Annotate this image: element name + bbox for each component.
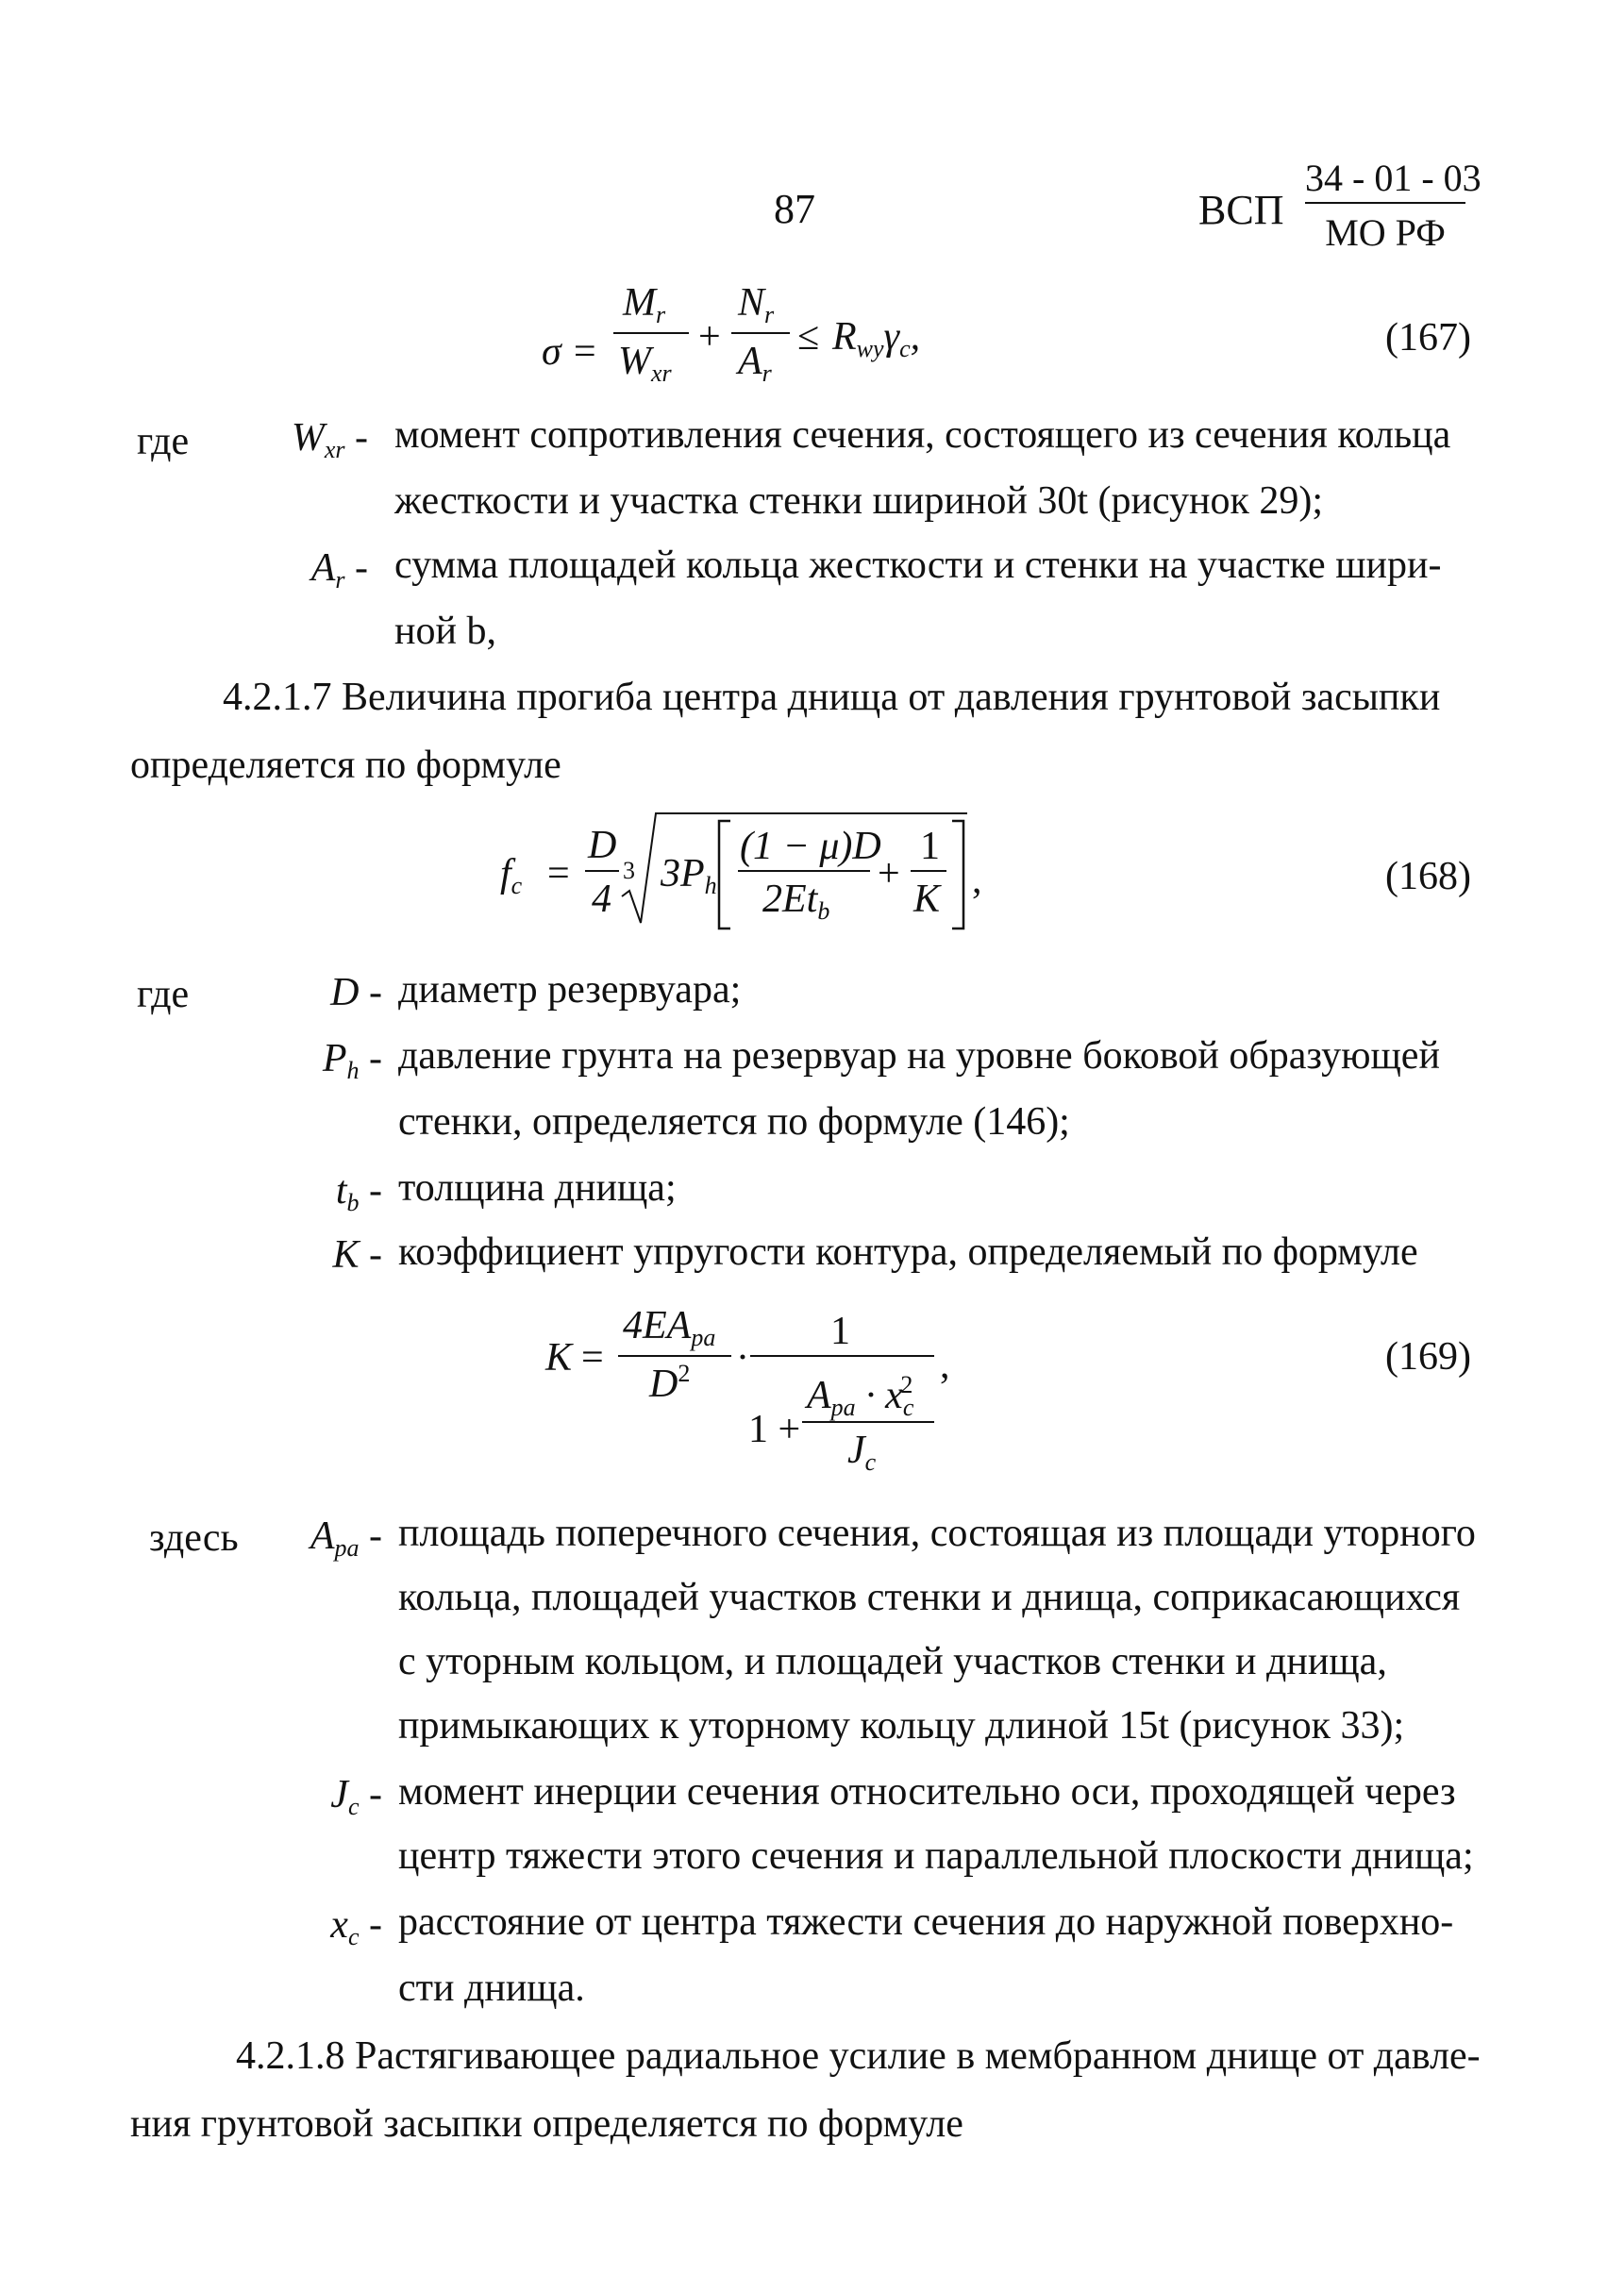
eq169-K: K <box>545 1336 573 1380</box>
def-Jc-line1: момент инерции сечения относительно оси, проходящей через <box>398 1770 1456 1814</box>
def-xc-line1: расстояние от центра тяжести сечения до наружной поверхно- <box>398 1900 1454 1944</box>
eq169-D2: $D^2$ <box>649 1360 691 1406</box>
def-symbol-Ar: Ar - <box>310 546 368 594</box>
eq167-N: Nr <box>738 281 775 328</box>
eq167-A: Ar <box>738 340 772 387</box>
eq168-one: 1 <box>920 825 940 868</box>
def-Wxr-line1: момент сопротивления сечения, состоящего из сечения кольца <box>394 413 1451 457</box>
eq169-inner-bar <box>802 1421 934 1423</box>
document-code-bar <box>1305 202 1465 204</box>
eq167-plus: + <box>698 315 721 359</box>
eq167-frac1-bar <box>613 332 689 334</box>
eq167-M: Mr <box>623 281 666 328</box>
here-label: здесь <box>149 1516 239 1560</box>
def-Apa-line4: примыкающих к уторному кольцу длиной 15t (рисунок 33); <box>398 1704 1405 1748</box>
def-symbol-K: K - <box>332 1233 382 1277</box>
eq168-left-bracket <box>715 819 734 932</box>
def-Ph-line2: стенки, определяется по формуле (146); <box>398 1100 1070 1144</box>
def-symbol-tb: tb - <box>335 1169 382 1216</box>
def-symbol-Wxr: Wxr - <box>291 416 368 463</box>
where-label: где <box>137 420 190 463</box>
eq168-numerator: (1 − μ)D <box>740 825 881 868</box>
eq169-eq: = <box>581 1336 604 1380</box>
eq168-1K-bar <box>911 870 946 872</box>
paragraph-4217-line2: определяется по формуле <box>130 744 561 787</box>
document-code-top: 34 - 01 - 03 <box>1305 157 1482 199</box>
eq169-one: 1 <box>830 1310 850 1353</box>
eq169-main-bar <box>750 1355 934 1357</box>
eq167-frac2-bar <box>731 332 790 334</box>
document-code-bottom: МО РФ <box>1325 211 1446 254</box>
eq168-eq: = <box>547 852 570 895</box>
def-Apa-line1: площадь поперечного сечения, состоящая из площади уторного <box>398 1512 1476 1555</box>
eq167-leq: ≤ <box>797 315 820 359</box>
eq169-comma: , <box>940 1344 950 1387</box>
eq169-one-plus: 1 + <box>748 1408 801 1451</box>
def-symbol-D: D - <box>330 971 382 1014</box>
equation-number-167: (167) <box>1385 316 1471 360</box>
document-code-prefix: ВСП <box>1198 187 1284 233</box>
eq168-D4-bar <box>585 870 619 872</box>
eq168-K: K <box>913 878 941 921</box>
eq168-right-bracket <box>948 819 967 932</box>
where-label-2: где <box>137 973 190 1016</box>
eq168-main-bar <box>738 870 870 872</box>
eq168-four: 4 <box>592 878 611 921</box>
def-symbol-xc: xc - <box>330 1903 382 1950</box>
def-Wxr-line2: жесткости и участка стенки шириной 30t (рисунок 29); <box>394 479 1324 523</box>
equation-number-169: (169) <box>1385 1335 1471 1379</box>
equation-number-168: (168) <box>1385 855 1471 898</box>
def-symbol-Jc: Jc - <box>330 1773 382 1820</box>
def-Ar-line2: ной b, <box>394 610 496 653</box>
page-number: 87 <box>774 186 815 232</box>
eq169-inner-numerator: Apa · $xc^2$ <box>807 1371 914 1421</box>
eq168-D: D <box>588 824 617 867</box>
def-Ar-line1: сумма площадей кольца жесткости и стенки на участке шири- <box>394 544 1442 587</box>
eq169-dot: · <box>736 1336 749 1380</box>
eq168-plus: + <box>878 852 900 895</box>
def-Ph-line1: давление грунта на резервуар на уровне боковой образующей <box>398 1034 1440 1078</box>
def-Jc-line2: центр тяжести этого сечения и параллельной плоскости днища; <box>398 1834 1474 1878</box>
def-tb-line1: толщина днища; <box>398 1166 677 1210</box>
eq169-frac1-bar <box>618 1355 731 1357</box>
def-Apa-line3: с уторным кольцом, и площадей участков стенки и днища, <box>398 1640 1387 1683</box>
eq168-3P: 3Ph <box>661 852 717 899</box>
def-symbol-Apa: Apa - <box>310 1514 382 1562</box>
def-Apa-line2: кольца, площадей участков стенки и днища, соприкасающихся <box>398 1576 1461 1619</box>
document-code <box>1198 156 1482 259</box>
eq168-comma: , <box>972 859 982 902</box>
eq168-denominator: 2Etb <box>762 878 830 925</box>
paragraph-4217-line1: 4.2.1.7 Величина прогиба центра днища от давления грунтовой засыпки <box>223 676 1441 719</box>
def-D-line1: диаметр резервуара; <box>398 968 742 1012</box>
sigma-symbol: σ = <box>542 330 598 374</box>
paragraph-4218-line2: ния грунтовой засыпки определяется по формуле <box>130 2102 963 2146</box>
eq167-R: Rwyγc, <box>832 315 921 362</box>
eq168-root-index: 3 <box>623 857 635 884</box>
eq169-numerator: 4EApa <box>623 1304 716 1351</box>
def-xc-line2: сти днища. <box>398 1966 585 2010</box>
eq168-f: fc <box>500 852 523 899</box>
def-symbol-Ph: Ph - <box>322 1037 382 1084</box>
def-K-line1: коэффициент упругости контура, определяемый по формуле <box>398 1230 1418 1274</box>
paragraph-4218-line1: 4.2.1.8 Растягивающее радиальное усилие в мембранном днище от давле- <box>236 2034 1481 2078</box>
eq167-W: Wxr <box>618 340 672 387</box>
eq169-inner-denominator: Jc <box>847 1429 877 1476</box>
